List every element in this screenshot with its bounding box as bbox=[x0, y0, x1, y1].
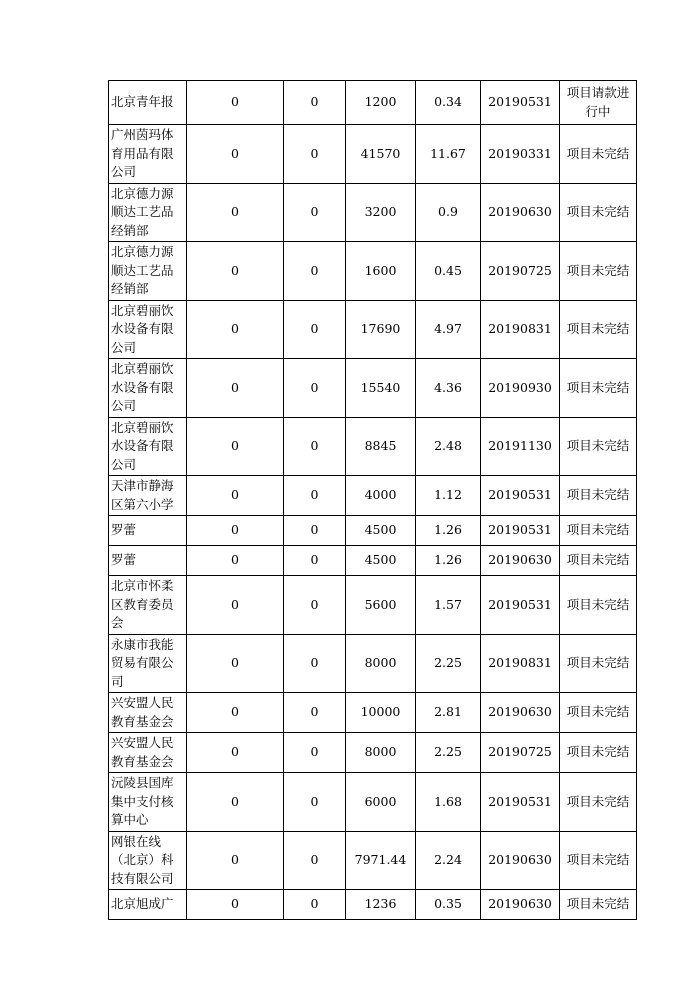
table-row bbox=[109, 546, 637, 576]
value-a-cell: 0 bbox=[187, 733, 284, 773]
value-b-cell: 0 bbox=[284, 359, 346, 418]
date-cell: 20190725 bbox=[481, 733, 560, 773]
percent-cell: 2.25 bbox=[416, 733, 481, 773]
status-cell: 项目请款进行中 bbox=[560, 81, 637, 125]
ledger-table bbox=[108, 80, 637, 920]
date-cell: 20190831 bbox=[481, 634, 560, 693]
table-row bbox=[109, 125, 637, 184]
status-cell: 项目未完结 bbox=[560, 417, 637, 476]
value-a-cell: 0 bbox=[187, 242, 284, 301]
table-row bbox=[109, 890, 637, 920]
status-cell: 项目未完结 bbox=[560, 773, 637, 832]
date-cell: 20190831 bbox=[481, 300, 560, 359]
amount-cell: 1600 bbox=[346, 242, 416, 301]
value-a-cell: 0 bbox=[187, 81, 284, 125]
value-a-cell: 0 bbox=[187, 634, 284, 693]
table-row bbox=[109, 773, 637, 832]
value-a-cell: 0 bbox=[187, 417, 284, 476]
amount-cell: 4000 bbox=[346, 476, 416, 516]
date-cell: 20190930 bbox=[481, 359, 560, 418]
date-cell: 20190531 bbox=[481, 516, 560, 546]
value-a-cell: 0 bbox=[187, 516, 284, 546]
percent-cell: 4.97 bbox=[416, 300, 481, 359]
recipient-cell: 天津市静海区第六小学 bbox=[109, 476, 187, 516]
status-cell: 项目未完结 bbox=[560, 242, 637, 301]
table-row bbox=[109, 516, 637, 546]
date-cell: 20191130 bbox=[481, 417, 560, 476]
table-row bbox=[109, 733, 637, 773]
date-cell: 20190630 bbox=[481, 693, 560, 733]
date-cell: 20190531 bbox=[481, 81, 560, 125]
status-cell: 项目未完结 bbox=[560, 890, 637, 920]
table-row bbox=[109, 693, 637, 733]
recipient-cell: 兴安盟人民教育基金会 bbox=[109, 693, 187, 733]
value-b-cell: 0 bbox=[284, 831, 346, 890]
value-a-cell: 0 bbox=[187, 890, 284, 920]
value-a-cell: 0 bbox=[187, 831, 284, 890]
recipient-cell: 北京德力源顺达工艺品经销部 bbox=[109, 183, 187, 242]
value-a-cell: 0 bbox=[187, 476, 284, 516]
amount-cell: 8845 bbox=[346, 417, 416, 476]
value-b-cell: 0 bbox=[284, 417, 346, 476]
recipient-cell: 北京德力源顺达工艺品经销部 bbox=[109, 242, 187, 301]
percent-cell: 1.26 bbox=[416, 516, 481, 546]
amount-cell: 1200 bbox=[346, 81, 416, 125]
table-row bbox=[109, 634, 637, 693]
status-cell: 项目未完结 bbox=[560, 546, 637, 576]
value-b-cell: 0 bbox=[284, 516, 346, 546]
percent-cell: 2.24 bbox=[416, 831, 481, 890]
amount-cell: 4500 bbox=[346, 516, 416, 546]
status-cell: 项目未完结 bbox=[560, 300, 637, 359]
amount-cell: 3200 bbox=[346, 183, 416, 242]
date-cell: 20190531 bbox=[481, 576, 560, 635]
amount-cell: 6000 bbox=[346, 773, 416, 832]
recipient-cell: 兴安盟人民教育基金会 bbox=[109, 733, 187, 773]
status-cell: 项目未完结 bbox=[560, 359, 637, 418]
value-a-cell: 0 bbox=[187, 773, 284, 832]
status-cell: 项目未完结 bbox=[560, 576, 637, 635]
amount-cell: 5600 bbox=[346, 576, 416, 635]
date-cell: 20190630 bbox=[481, 183, 560, 242]
amount-cell: 8000 bbox=[346, 733, 416, 773]
value-b-cell: 0 bbox=[284, 733, 346, 773]
percent-cell: 4.36 bbox=[416, 359, 481, 418]
value-b-cell: 0 bbox=[284, 576, 346, 635]
value-a-cell: 0 bbox=[187, 693, 284, 733]
recipient-cell: 北京旭成广 bbox=[109, 890, 187, 920]
percent-cell: 1.12 bbox=[416, 476, 481, 516]
amount-cell: 15540 bbox=[346, 359, 416, 418]
recipient-cell: 永康市我能贸易有限公司 bbox=[109, 634, 187, 693]
value-a-cell: 0 bbox=[187, 359, 284, 418]
amount-cell: 1236 bbox=[346, 890, 416, 920]
status-cell: 项目未完结 bbox=[560, 634, 637, 693]
table-row bbox=[109, 417, 637, 476]
table-row bbox=[109, 576, 637, 635]
amount-cell: 10000 bbox=[346, 693, 416, 733]
table-row bbox=[109, 831, 637, 890]
amount-cell: 4500 bbox=[346, 546, 416, 576]
table-row bbox=[109, 359, 637, 418]
recipient-cell: 北京碧丽饮水设备有限公司 bbox=[109, 359, 187, 418]
percent-cell: 0.34 bbox=[416, 81, 481, 125]
table-row bbox=[109, 81, 637, 125]
recipient-cell: 广州茵玛体育用品有限公司 bbox=[109, 125, 187, 184]
value-b-cell: 0 bbox=[284, 81, 346, 125]
value-b-cell: 0 bbox=[284, 890, 346, 920]
date-cell: 20190630 bbox=[481, 831, 560, 890]
percent-cell: 0.9 bbox=[416, 183, 481, 242]
value-b-cell: 0 bbox=[284, 476, 346, 516]
percent-cell: 1.26 bbox=[416, 546, 481, 576]
status-cell: 项目未完结 bbox=[560, 693, 637, 733]
percent-cell: 1.57 bbox=[416, 576, 481, 635]
status-cell: 项目未完结 bbox=[560, 125, 637, 184]
table-row bbox=[109, 476, 637, 516]
percent-cell: 2.48 bbox=[416, 417, 481, 476]
value-a-cell: 0 bbox=[187, 576, 284, 635]
value-b-cell: 0 bbox=[284, 183, 346, 242]
recipient-cell: 北京市怀柔区教育委员会 bbox=[109, 576, 187, 635]
percent-cell: 0.35 bbox=[416, 890, 481, 920]
value-b-cell: 0 bbox=[284, 634, 346, 693]
recipient-cell: 网银在线（北京）科技有限公司 bbox=[109, 831, 187, 890]
value-a-cell: 0 bbox=[187, 546, 284, 576]
value-b-cell: 0 bbox=[284, 546, 346, 576]
date-cell: 20190630 bbox=[481, 546, 560, 576]
value-b-cell: 0 bbox=[284, 773, 346, 832]
date-cell: 20190331 bbox=[481, 125, 560, 184]
date-cell: 20190531 bbox=[481, 476, 560, 516]
table-row bbox=[109, 242, 637, 301]
status-cell: 项目未完结 bbox=[560, 476, 637, 516]
value-a-cell: 0 bbox=[187, 183, 284, 242]
value-b-cell: 0 bbox=[284, 693, 346, 733]
percent-cell: 11.67 bbox=[416, 125, 481, 184]
amount-cell: 8000 bbox=[346, 634, 416, 693]
percent-cell: 1.68 bbox=[416, 773, 481, 832]
recipient-cell: 北京碧丽饮水设备有限公司 bbox=[109, 300, 187, 359]
recipient-cell: 沅陵县国库集中支付核算中心 bbox=[109, 773, 187, 832]
recipient-cell: 罗蕾 bbox=[109, 516, 187, 546]
status-cell: 项目未完结 bbox=[560, 733, 637, 773]
value-b-cell: 0 bbox=[284, 242, 346, 301]
amount-cell: 7971.44 bbox=[346, 831, 416, 890]
recipient-cell: 北京碧丽饮水设备有限公司 bbox=[109, 417, 187, 476]
amount-cell: 17690 bbox=[346, 300, 416, 359]
status-cell: 项目未完结 bbox=[560, 831, 637, 890]
date-cell: 20190630 bbox=[481, 890, 560, 920]
percent-cell: 2.81 bbox=[416, 693, 481, 733]
ledger-body bbox=[109, 81, 637, 920]
status-cell: 项目未完结 bbox=[560, 516, 637, 546]
value-b-cell: 0 bbox=[284, 125, 346, 184]
amount-cell: 41570 bbox=[346, 125, 416, 184]
table-row bbox=[109, 183, 637, 242]
recipient-cell: 北京青年报 bbox=[109, 81, 187, 125]
value-a-cell: 0 bbox=[187, 300, 284, 359]
value-a-cell: 0 bbox=[187, 125, 284, 184]
table-row bbox=[109, 300, 637, 359]
status-cell: 项目未完结 bbox=[560, 183, 637, 242]
percent-cell: 0.45 bbox=[416, 242, 481, 301]
date-cell: 20190531 bbox=[481, 773, 560, 832]
recipient-cell: 罗蕾 bbox=[109, 546, 187, 576]
date-cell: 20190725 bbox=[481, 242, 560, 301]
value-b-cell: 0 bbox=[284, 300, 346, 359]
percent-cell: 2.25 bbox=[416, 634, 481, 693]
